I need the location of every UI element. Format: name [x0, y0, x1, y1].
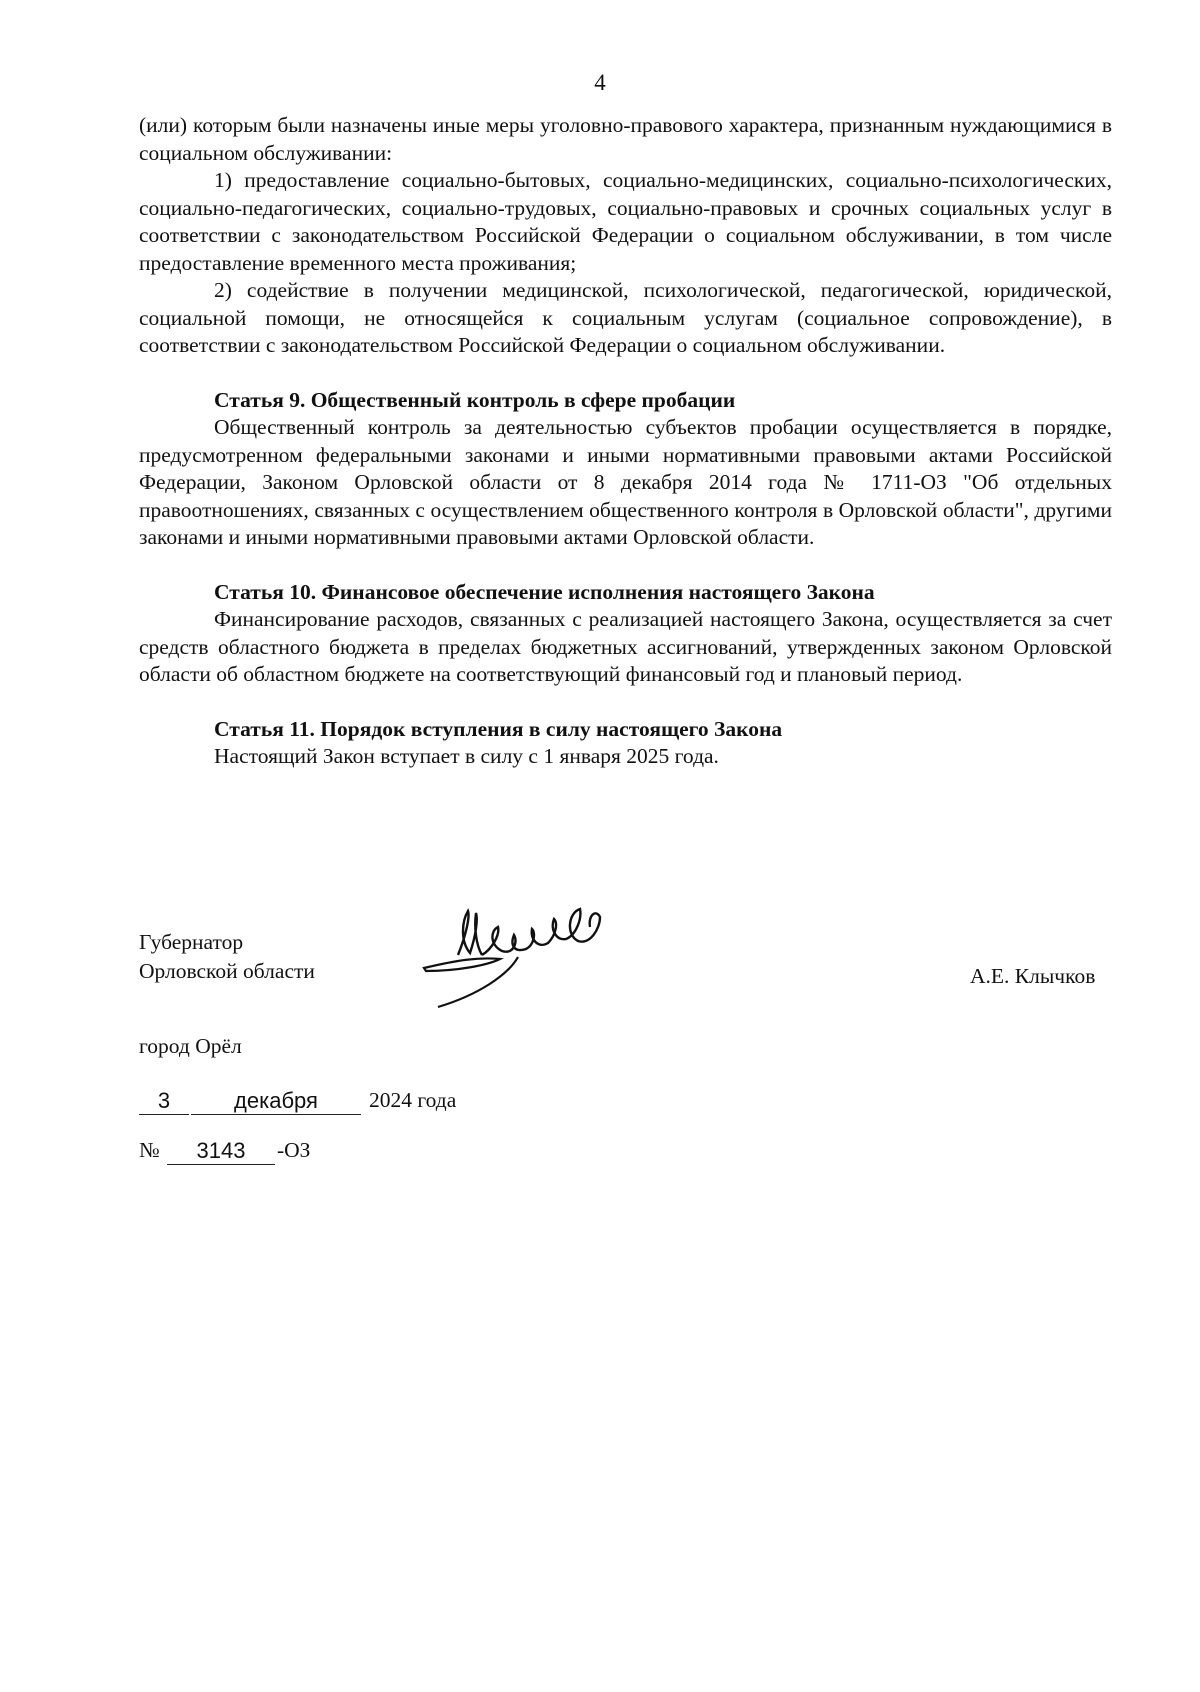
signatory-name: А.Е. Клычков	[970, 964, 1096, 988]
paragraph: Общественный контроль за деятельностью субъектов пробации осуществляется в порядке, предусмотренном федеральными законами и иными нормативными правовыми актами Российской Федерации, Законом Орловской области от 8 декабря 2014 года № 1711-ОЗ "Об отдельных правоотношениях, связанных с осуществлением общественного контроля в Орловской области", другими законами и иными нормативными правовыми актами Орловской области.	[139, 415, 1112, 549]
signatory-title-line1: Губернатор	[139, 930, 244, 954]
date-month: декабря	[191, 1088, 361, 1115]
law-number-suffix: -ОЗ	[277, 1138, 311, 1162]
law-number	[139, 1138, 439, 1168]
signatory-title-line2: Орловской области	[139, 959, 315, 983]
article-heading: Статья 11. Порядок вступления в силу настоящего Закона	[214, 716, 783, 741]
paragraph: 2) содействие в получении медицинской, психологической, педагогической, юридической, социальной помощи, не относящейся к социальным услугам (социальное сопровождение), в соответствии с законодательством Российской Федерации о социальном обслуживании.	[139, 278, 1112, 357]
paragraph: (или) которым были назначены иные меры уголовно-правового характера, признанным нуждающимися в социальном обслуживании:	[139, 113, 1112, 165]
date-year: 2024 года	[369, 1088, 457, 1112]
article-heading: Статья 10. Финансовое обеспечение исполнения настоящего Закона	[214, 579, 875, 604]
spacer	[139, 689, 1112, 716]
number-sign: №	[139, 1138, 160, 1162]
paragraph: 1) предоставление социально-бытовых, социально-медицинских, социально-психологических, социально-педагогических, социально-трудовых, социально-правовых и срочных социальных услуг в соответствии с законодательством Российской Федерации о социальном обслуживании, в том числе предоставление временного места проживания;	[139, 168, 1112, 275]
handwritten-signature	[418, 905, 658, 1015]
signatory-title	[139, 928, 315, 986]
spacer	[139, 552, 1112, 579]
spacer	[139, 360, 1112, 387]
article-heading: Статья 9. Общественный контроль в сфере пробации	[214, 387, 736, 412]
page-number: 4	[594, 70, 606, 95]
law-number-value: 3143	[167, 1138, 275, 1165]
paragraph: Настоящий Закон вступает в силу с 1 января 2025 года.	[214, 744, 719, 768]
law-body	[139, 112, 1112, 771]
date-day: 3	[139, 1088, 189, 1115]
paragraph: Финансирование расходов, связанных с реализацией настоящего Закона, осуществляется за счет средств областного бюджета в пределах бюджетных ассигнований, утвержденных законом Орловской области об областном бюджете на соответствующий финансовый год и плановый период.	[139, 607, 1112, 686]
signing-date	[139, 1088, 539, 1118]
place-of-signing: город Орёл	[139, 1034, 242, 1058]
